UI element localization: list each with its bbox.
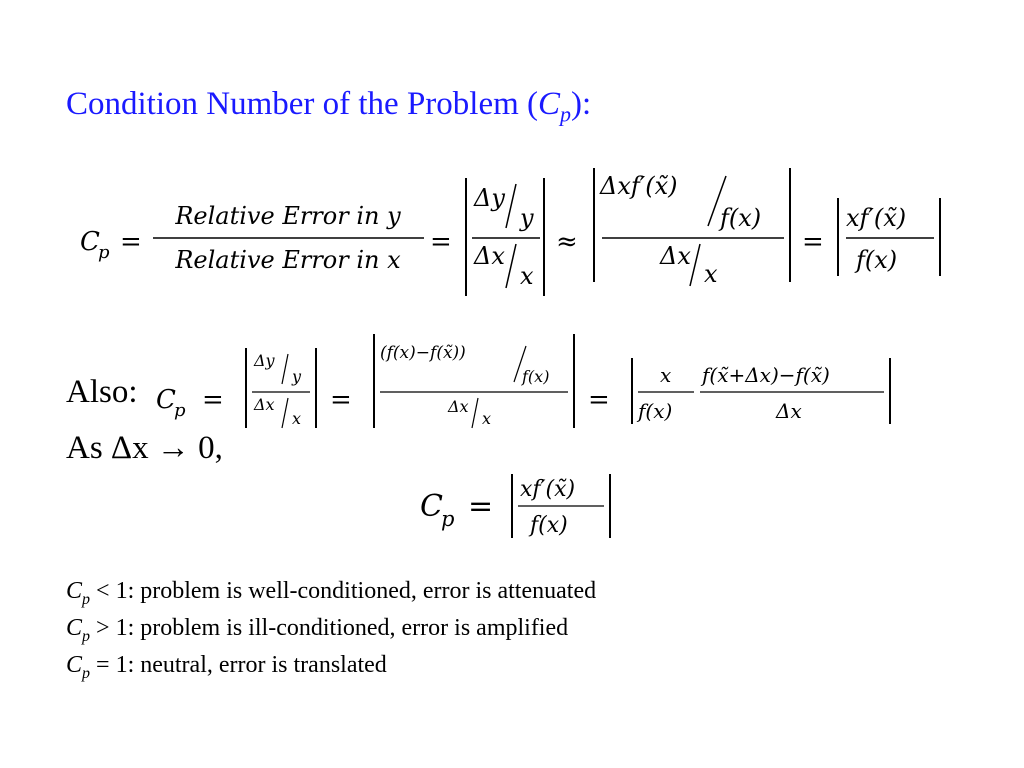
condition-row-2 bbox=[66, 615, 568, 646]
eq1-dx: Δx bbox=[474, 242, 505, 270]
eq1-fx-2: f(x) bbox=[856, 246, 898, 274]
cond2-op: > bbox=[96, 615, 110, 641]
eq3-lhs-sub: p bbox=[441, 507, 455, 531]
eq2-x-num: x bbox=[660, 363, 672, 387]
title-symbol: C bbox=[538, 86, 561, 122]
eq2-dx: Δx bbox=[254, 395, 275, 414]
eq2-dy: Δy bbox=[254, 351, 275, 370]
eq1-y: y bbox=[520, 204, 534, 232]
eq1-fx: f(x) bbox=[720, 204, 762, 232]
eq1-lhs-sub: p bbox=[98, 242, 110, 263]
as-label: As Δx → 0, bbox=[66, 430, 223, 466]
cond3-symbol: C bbox=[66, 652, 83, 678]
cond1-text: 1: problem is well-conditioned, error is attenuated bbox=[109, 578, 597, 604]
eq2-equals-1: = bbox=[202, 385, 224, 415]
eq2-diff-quotient: f(x̃+Δx)−f(x̃) bbox=[702, 363, 830, 387]
cond2-symbol: C bbox=[66, 615, 83, 641]
eq2-dx-den: Δx bbox=[776, 399, 802, 423]
eq1-numerator: Relative Error in y bbox=[175, 202, 401, 230]
eq2-dx-2: Δx bbox=[448, 397, 469, 416]
eq1-dx-2: Δx bbox=[660, 242, 691, 270]
condition-row-1 bbox=[66, 578, 596, 609]
cond1-sub: p bbox=[82, 590, 91, 608]
eq2-lhs: C bbox=[156, 385, 176, 415]
title-sub: p bbox=[560, 101, 572, 127]
eq1-xfprime: xf′(x̃) bbox=[846, 204, 907, 232]
cond2-sub: p bbox=[82, 627, 91, 645]
eq2-equals-3: = bbox=[588, 385, 610, 415]
eq2-fx-den: f(x) bbox=[638, 399, 673, 423]
eq2-y: y bbox=[292, 367, 302, 386]
eq2-x-2: x bbox=[482, 409, 492, 428]
eq3-numerator: xf′(x̃) bbox=[520, 477, 576, 502]
eq2-lhs-sub: p bbox=[174, 400, 186, 421]
eq3-denominator: f(x) bbox=[530, 513, 568, 538]
eq3-lhs: C bbox=[420, 489, 443, 524]
eq1-equals-1: = bbox=[120, 227, 142, 257]
eq1-x-2: x bbox=[704, 260, 718, 288]
eq1-denominator: Relative Error in x bbox=[175, 246, 401, 274]
eq1-equals-2: = bbox=[430, 227, 452, 257]
eq2-fx: f(x) bbox=[522, 367, 550, 386]
eq1-lhs: C bbox=[80, 227, 100, 257]
eq1-dxfprime: Δxf′(x̃) bbox=[600, 172, 678, 200]
eq2-diff-num: (f(x)−f(x̃)) bbox=[380, 343, 466, 363]
condition-row-3 bbox=[66, 652, 387, 683]
cond2-text: 1: problem is ill-conditioned, error is amplified bbox=[109, 615, 569, 641]
eq1-dy: Δy bbox=[474, 184, 505, 212]
cond3-sub: p bbox=[82, 664, 91, 682]
cond1-symbol: C bbox=[66, 578, 83, 604]
eq1-equals-3: = bbox=[802, 227, 824, 257]
title-prefix: Condition Number of the Problem ( bbox=[66, 86, 539, 122]
also-label: Also: bbox=[66, 374, 138, 410]
title-suffix: ): bbox=[571, 86, 592, 122]
eq1-x: x bbox=[520, 262, 534, 290]
cond3-op: = bbox=[96, 652, 110, 678]
eq3-equals: = bbox=[468, 489, 494, 524]
eq2-x: x bbox=[292, 409, 302, 428]
cond3-text: 1: neutral, error is translated bbox=[109, 652, 387, 678]
eq2-equals-2: = bbox=[330, 385, 352, 415]
eq1-approx: ≈ bbox=[556, 227, 578, 257]
cond1-op: < bbox=[96, 578, 110, 604]
